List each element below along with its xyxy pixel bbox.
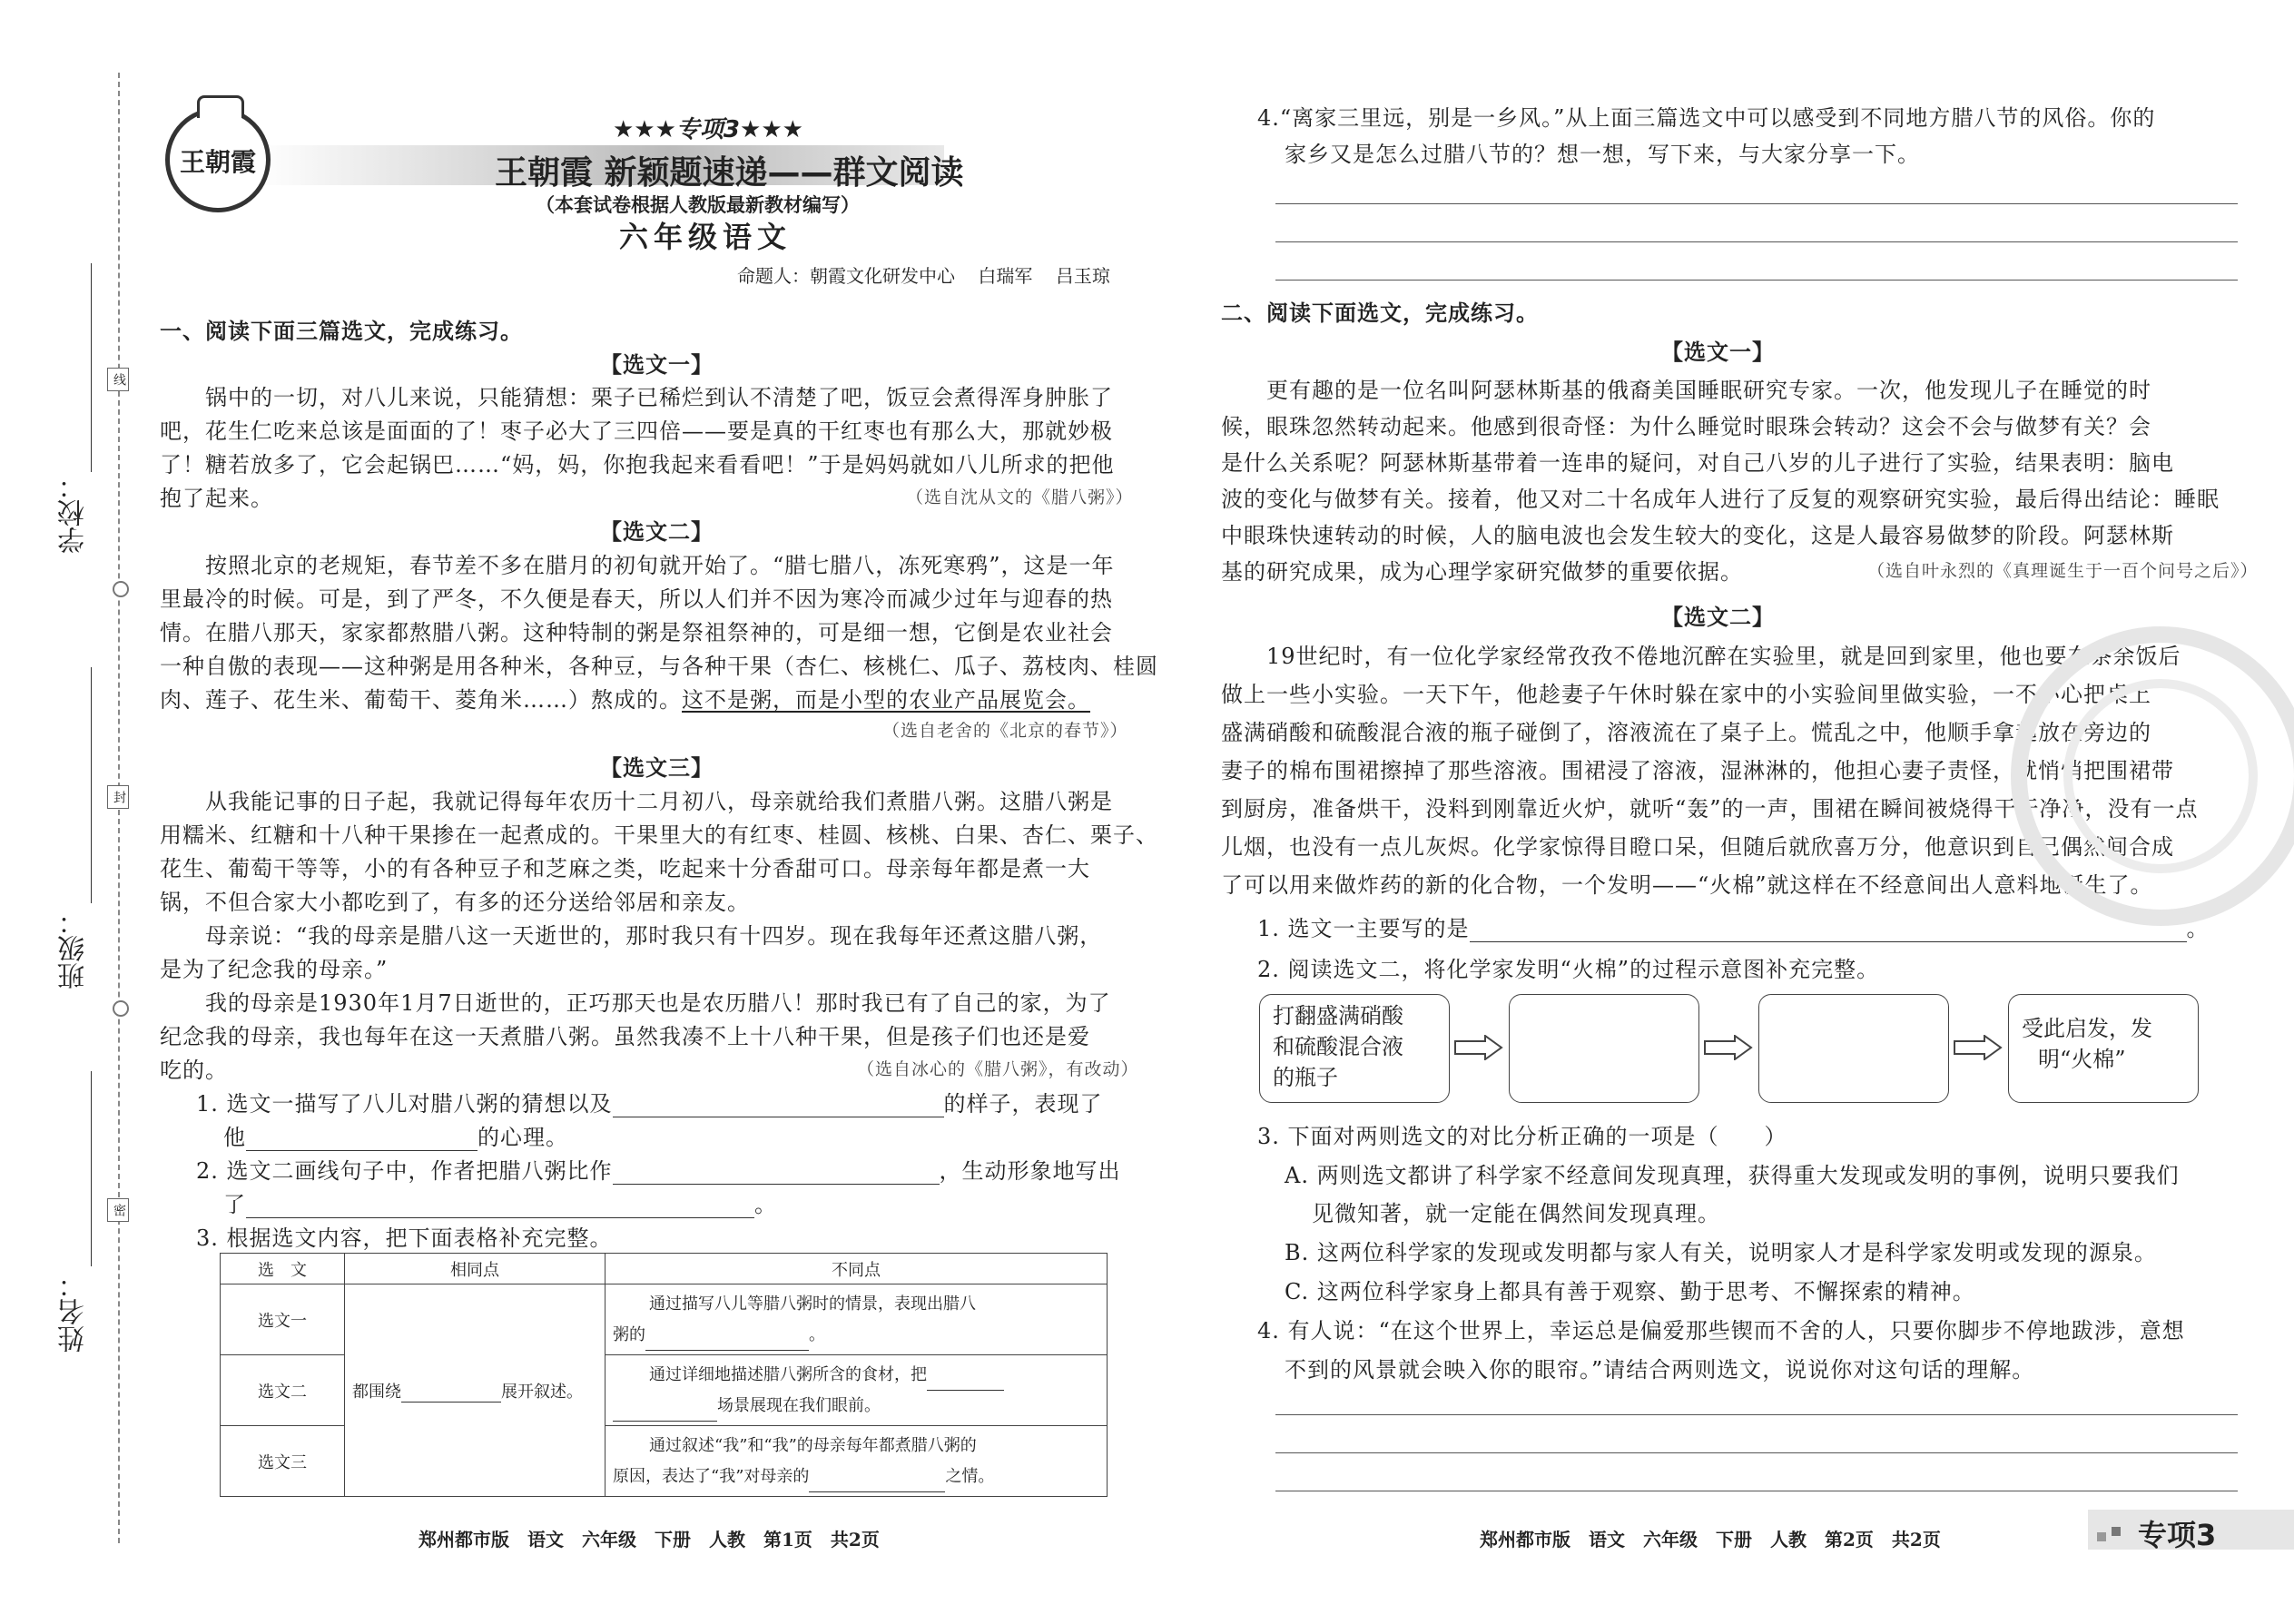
flow-box-3-blank[interactable] <box>1758 994 1949 1103</box>
answer-blank[interactable] <box>613 1160 940 1185</box>
cell-line <box>613 1320 1099 1351</box>
answer-blank[interactable] <box>613 1403 717 1422</box>
passage-line: 从我能记事的日子起，我就记得每年农历十二月初八，母亲就给我们煮腊八粥。这腊八粥是 <box>205 789 1113 814</box>
flow-box-4 <box>2008 994 2199 1103</box>
answer-line[interactable] <box>1275 1452 2238 1453</box>
option-c[interactable]: C. 这两位科学家身上都具有善于观察、勤于思考、不懈探索的精神。 <box>1285 1279 1975 1304</box>
answer-blank[interactable] <box>1470 918 2187 942</box>
table-header: 不同点 <box>605 1254 1108 1284</box>
name-field[interactable] <box>91 1071 92 1266</box>
cell-text: 通过详细地描述腊八粥所含的食材，把 <box>649 1364 927 1384</box>
question-text: 的心理。 <box>478 1125 568 1150</box>
answer-blank[interactable] <box>401 1383 501 1403</box>
passage-line: 波的变化与做梦有关。接着，他又对二十名成年人进行了反复的观察研究实验，最后得出结论：睡眠 <box>1221 487 2220 512</box>
watermark-seal <box>2011 626 2294 926</box>
passage-line: 是为了纪念我的母亲。” <box>160 957 389 982</box>
paper-subtitle: （本套试卷根据人教版最新教材编写） <box>536 194 860 216</box>
passage-line: 用糯米、红糖和十八种干果掺在一起煮成的。干果里大的有红枣、桂圆、核桃、白果、杏仁、栗子、 <box>160 822 1158 848</box>
part2-question-4-cont: 不到的风景就会映入你的眼帘。”请结合两则选文，说说你对这句话的理解。 <box>1285 1357 2035 1383</box>
cell-text: 通过描写八儿等腊八粥时的情景，表现出腊八 <box>649 1294 976 1314</box>
part2-heading: 二、阅读下面选文，完成练习。 <box>1221 300 1539 326</box>
cell-text: 场景展现在我们眼前。 <box>717 1395 881 1415</box>
passage-line: 基的研究成果，成为心理学家研究做梦的重要依据。 <box>1221 559 1743 585</box>
flow-text: 受此启发，发 <box>2022 1016 2152 1041</box>
flow-box-1 <box>1259 994 1450 1103</box>
question-3: 3. 根据选文内容，把下面表格补充完整。 <box>196 1225 613 1251</box>
question-text: 2. 选文二画线句子中，作者把腊八粥比作 <box>196 1158 613 1184</box>
corner-tag: 专项3 <box>2138 1518 2217 1552</box>
part1-heading: 一、阅读下面三篇选文，完成练习。 <box>160 319 523 344</box>
class-field[interactable] <box>91 667 92 903</box>
question-text: 。 <box>754 1192 777 1217</box>
passage-line: 儿烟，也没有一点儿灰烬。化学家惊得目瞪口呆，但随后就欣喜万分，他意识到自己偶然间合成 <box>1221 834 2174 860</box>
passage-source: （选自冰心的《腊八粥》，有改动） <box>857 1059 1139 1079</box>
corner-tag-dots <box>2097 1532 2106 1541</box>
seal-mark-feng: 封 <box>107 785 129 809</box>
option-b[interactable]: B. 这两位科学家的发现或发明都与家人有关，说明家人才是科学家发明或发现的源泉。 <box>1285 1240 2157 1265</box>
passage-line: 中眼珠快速转动的时候，人的脑电波也会发生较大的变化，这是人最容易做梦的阶段。阿瑟林斯 <box>1221 523 2174 548</box>
passage-line: 花生、葡萄干等等，小的有各种豆子和芝麻之类，吃起来十分香甜可口。母亲每年都是煮一大 <box>160 856 1090 881</box>
option-a-cont: 见微知著，就一定能在偶然间发现真理。 <box>1312 1201 1720 1226</box>
answer-line[interactable] <box>1275 241 2238 242</box>
answer-blank[interactable] <box>246 1194 754 1218</box>
paper-title: 王朝霞 新颖题速递——群文阅读 <box>495 154 964 192</box>
passage-line: 了！糖若放多了，它会起锅巴……“妈，妈，你抱我起来看看吧！”于是妈妈就如八儿所求的把他 <box>160 452 1115 477</box>
cell-line <box>613 1360 1099 1391</box>
passage-line: 锅中的一切，对八儿来说，只能猜想：栗子已稀烂到认不清楚了吧，饭豆会煮得浑身肿胀了 <box>205 385 1113 410</box>
question-1 <box>196 1086 1103 1117</box>
passage-line: 到厨房，准备烘干，没料到刚靠近火炉，就听“轰”的一声，围裙在瞬间被烧得干干净净，没有一点 <box>1221 796 2199 822</box>
answer-line[interactable] <box>1275 1414 2238 1415</box>
passage-line: 母亲说：“我的母亲是腊八这一天逝世的，那时我只有十四岁。现在我每年还煮这腊八粥， <box>205 923 1103 949</box>
question-1-cont <box>223 1119 568 1151</box>
passage-line: 情。在腊八那天，家家都熬腊八粥。这种特制的粥是祭祖祭神的，可是细一想，它倒是农业社会 <box>160 620 1113 645</box>
passage2-title: 【选文二】 <box>600 519 714 545</box>
authors: 命题人：朝霞文化研发中心 白瑞军 吕玉琼 <box>737 265 1110 287</box>
class-label: 班级： <box>58 908 90 989</box>
part1-question-4: 4.“离家三里远，别是一乡风。”从上面三篇选文中可以感受到不同地方腊八节的风俗。你的 <box>1257 105 2156 131</box>
cell-text: 都围绕 <box>352 1382 401 1402</box>
table-cell: 选文一 <box>221 1284 345 1355</box>
logo-text: 王朝霞 <box>179 147 256 177</box>
school-label: 学校： <box>58 472 90 554</box>
passage-text: 肉、莲子、花生米、葡萄干、菱角米……）熬成的。 <box>160 687 682 713</box>
passage-line: 候，眼珠忽然转动起来。他感到很奇怪：为什么睡觉时眼珠会转动？这会不会与做梦有关？会 <box>1221 414 2151 439</box>
flow-text: 和硫酸混合液 <box>1273 1034 1403 1059</box>
passage-line: 里最冷的时候。可是，到了严冬，不久便是春天，所以人们并不因为寒冷而减少过年与迎春的热 <box>160 586 1113 612</box>
passage-source: （选自老舍的《北京的春节》） <box>882 721 1128 741</box>
table-cell: 选文二 <box>221 1355 345 1426</box>
arrow-right-icon <box>1704 1035 1753 1060</box>
question-2 <box>196 1153 1121 1185</box>
passage-line: 盛满硝酸和硫酸混合液的瓶子碰倒了，溶液流在了桌子上。慌乱之中，他顺手拿起放在旁边的 <box>1221 720 2151 745</box>
answer-blank[interactable] <box>809 1473 945 1492</box>
common-cell <box>345 1284 605 1497</box>
passage-line: 纪念我的母亲，我也每年在这一天煮腊八粥。虽然我凑不上十八种干果，但是孩子们也还是爱 <box>160 1024 1090 1049</box>
school-field[interactable] <box>91 263 92 472</box>
passage3-title: 【选文三】 <box>600 755 714 781</box>
passage-line: 是什么关系呢？阿瑟林斯基带着一连串的疑问，对自己八岁的儿子进行了实验，结果表明：脑电 <box>1221 450 2174 476</box>
question-text: 1. 选文一描写了八儿对腊八粥的猜想以及 <box>196 1091 613 1117</box>
passage-line: 一种自傲的表现——这种粥是用各种米，各种豆，与各种干果（杏仁、核桃仁、瓜子、荔枝肉、桂圆 <box>160 654 1158 679</box>
cell-line <box>613 1391 1099 1422</box>
answer-blank[interactable] <box>613 1093 944 1117</box>
watermark-inner-ring <box>2063 679 2258 873</box>
answer-blank[interactable] <box>645 1332 809 1351</box>
part2-question-1 <box>1257 910 2210 942</box>
seal-mark-mi: 密 <box>107 1198 129 1222</box>
binding-hole-icon <box>113 1000 129 1017</box>
passage-line: 我的母亲是1930年1月7日逝世的，正巧那天也是农历腊八！那时我已有了自己的家，为了 <box>205 990 1111 1016</box>
answer-line[interactable] <box>1275 203 2238 204</box>
corner-tag-dots <box>2112 1527 2121 1536</box>
part1-question-4-cont: 家乡又是怎么过腊八节的？想一想，写下来，与大家分享一下。 <box>1285 142 1920 167</box>
table-cell <box>605 1284 1108 1355</box>
binding-hole-icon <box>113 581 129 597</box>
passage-line: 吃的。 <box>160 1058 228 1083</box>
series-tag: ★★★专项3★★★ <box>613 116 803 143</box>
option-a[interactable]: A. 两则选文都讲了科学家不经意间发现真理，获得重大发现或发明的事例，说明只要我们 <box>1285 1163 2180 1188</box>
part2-passage2-title: 【选文二】 <box>1661 605 1775 630</box>
passage-line: 19世纪时，有一位化学家经常孜孜不倦地沉醉在实验里，就是回到家里，他也要在茶余饭后 <box>1266 644 2181 669</box>
seal-mark-xian: 线 <box>107 368 129 391</box>
question-text: 的样子，表现了 <box>943 1091 1103 1117</box>
grade-subject: 六年级语文 <box>619 220 793 254</box>
binding-margin <box>0 0 182 1624</box>
part2-question-2: 2. 阅读选文二，将化学家发明“火棉”的过程示意图补充完整。 <box>1257 957 1880 982</box>
underlined-sentence: 这不是粥，而是小型的农业产品展览会。 <box>682 687 1090 713</box>
flow-text: 的瓶子 <box>1273 1065 1338 1090</box>
passage-line: 更有趣的是一位名叫阿瑟林斯基的俄裔美国睡眠研究专家。一次，他发现儿子在睡觉的时 <box>1266 378 2151 403</box>
answer-blank[interactable] <box>246 1127 478 1151</box>
passage-line: 妻子的棉布围裙擦掉了那些溶液。围裙浸了溶液，湿淋淋的，他担心妻子责怪，就悄悄把围裙带 <box>1221 758 2174 783</box>
part2-question-3: 3. 下面对两则选文的对比分析正确的一项是（ ） <box>1257 1124 1787 1149</box>
passage-line: 抱了起来。 <box>160 486 273 511</box>
table-cell <box>605 1355 1108 1426</box>
cell-text: 粥的 <box>613 1324 645 1344</box>
arrow-right-icon <box>1454 1035 1503 1060</box>
page-footer-right: 郑州都市版 语文 六年级 下册 人教 第2页 共2页 <box>1480 1529 1941 1550</box>
table-header: 相同点 <box>345 1254 605 1284</box>
question-text: 他 <box>223 1125 246 1150</box>
question-text: 1. 选文一主要写的是 <box>1257 916 1470 941</box>
flow-box-2-blank[interactable] <box>1509 994 1699 1103</box>
part2-passage1-title: 【选文一】 <box>1661 340 1775 365</box>
passage-line: 做上一些小实验。一天下午，他趁妻子午休时躲在家中的小实验间里做实验，一不小心把桌上 <box>1221 682 2151 707</box>
passage-line-with-underline <box>160 682 1090 714</box>
answer-blank[interactable] <box>927 1372 1004 1391</box>
flow-text: 明“火棉” <box>2038 1047 2126 1072</box>
cell-line <box>613 1462 1099 1492</box>
table-row <box>221 1284 1108 1355</box>
name-label: 姓名： <box>58 1271 90 1353</box>
passage1-title: 【选文一】 <box>600 352 714 378</box>
passage-line: 了可以用来做炸药的新的化合物，一个发明——“火棉”就这样在不经意间出人意料地诞生了。 <box>1221 872 2153 898</box>
question-text: 了 <box>223 1192 246 1217</box>
cell-text: 展开叙述。 <box>501 1382 583 1402</box>
passage-source: （选自沈从文的《腊八粥》） <box>906 487 1134 507</box>
question-text: ，生动形象地写出 <box>939 1158 1121 1184</box>
question-2-cont <box>223 1186 777 1218</box>
flow-text: 打翻盛满硝酸 <box>1273 1003 1403 1029</box>
cell-text: 之情。 <box>945 1466 995 1486</box>
passage-source: （选自叶永烈的《真理诞生于一百个问号之后》） <box>1867 561 2259 581</box>
cell-text: 。 <box>809 1324 825 1344</box>
table-header: 选 文 <box>221 1254 345 1284</box>
table-cell: 选文三 <box>221 1426 345 1497</box>
table-cell <box>605 1426 1108 1497</box>
cell-text: 通过叙述“我”和“我”的母亲每年都煮腊八粥的 <box>649 1435 977 1455</box>
answer-line[interactable] <box>1275 280 2238 281</box>
passage-line: 按照北京的老规矩，春节差不多在腊月的初旬就开始了。“腊七腊八，冻死寒鸦”，这是一年 <box>205 553 1115 578</box>
passage-line: 锅，不但合家大小都吃到了，有多的还分送给邻居和亲友。 <box>160 890 750 915</box>
part2-question-4: 4. 有人说：“在这个世界上，幸运总是偏爱那些锲而不舍的人，只要你脚步不停地跋涉，意想 <box>1257 1318 2185 1343</box>
page-footer-left: 郑州都市版 语文 六年级 下册 人教 第1页 共2页 <box>418 1529 880 1550</box>
left-page <box>160 0 1158 1624</box>
table-header-row <box>221 1254 1108 1284</box>
question-text: 。 <box>2186 916 2210 941</box>
comparison-table <box>220 1253 1108 1497</box>
passage-line: 吧，花生仁吃来总该是面面的了！枣子必大了三四倍——要是真的干红枣也有那么大，那就妙极 <box>160 418 1113 444</box>
arrow-right-icon <box>1954 1035 2003 1060</box>
cell-text: 原因，表达了“我”对母亲的 <box>613 1466 810 1486</box>
